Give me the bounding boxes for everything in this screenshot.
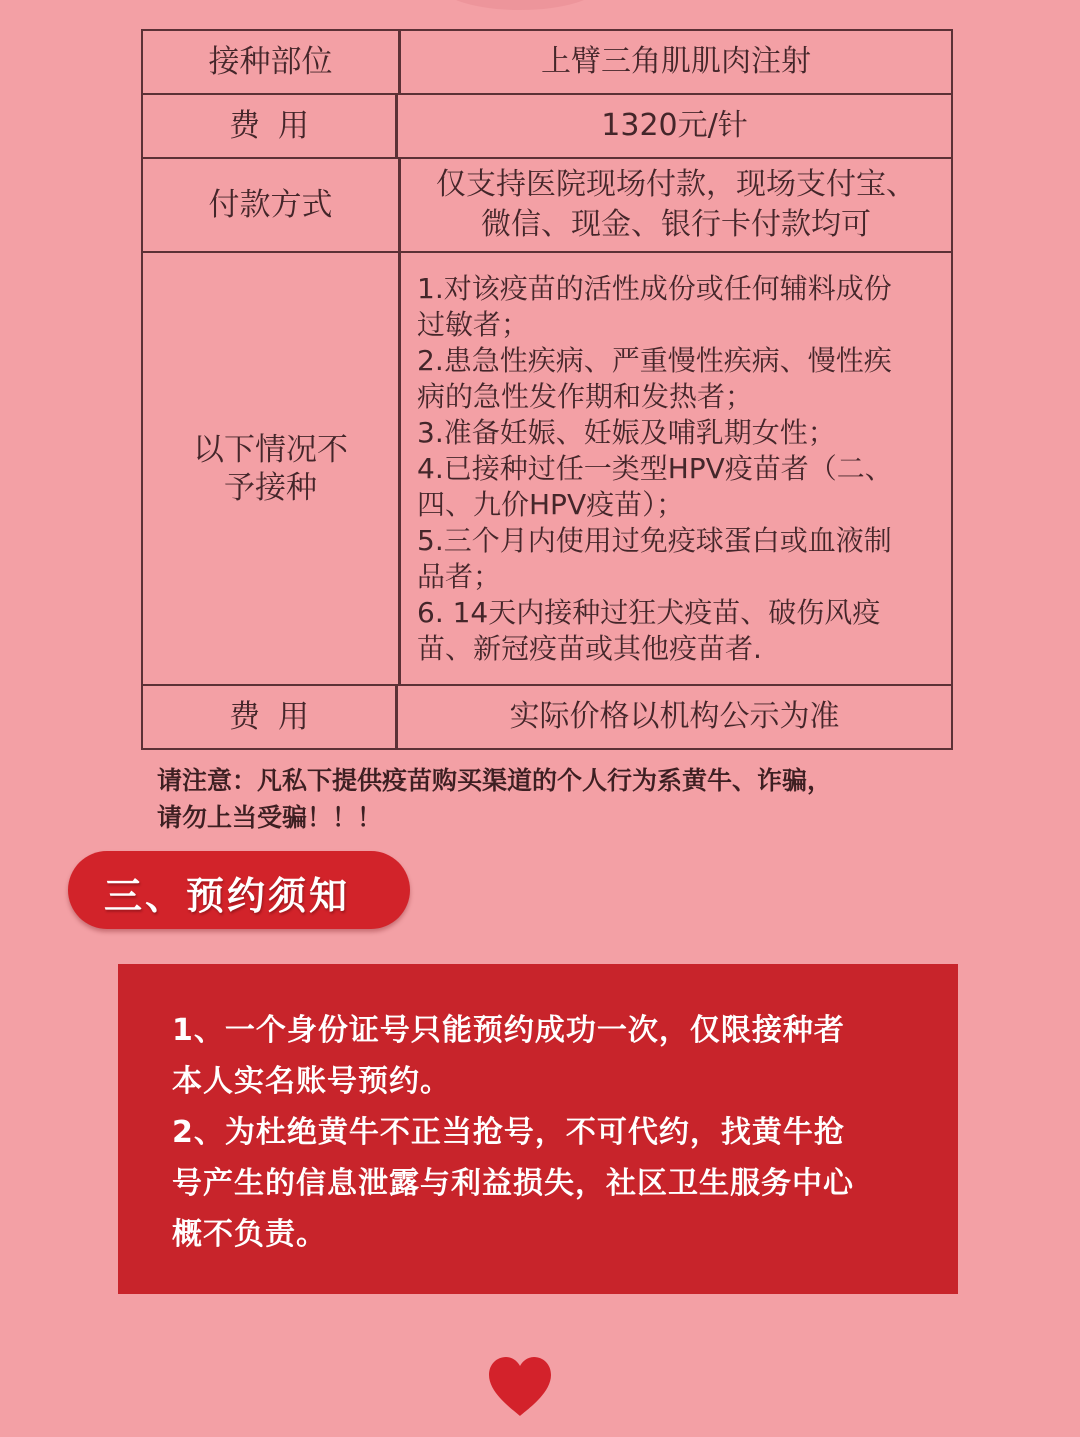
top-decoration [440, 0, 600, 10]
list-line: 四、九价HPV疫苗）； [417, 488, 685, 521]
list-line: 过敏者； [417, 308, 530, 341]
row-value: 1320元/针 [601, 108, 748, 143]
list-line: 3.准备妊娠、妊娠及哺乳期女性； [417, 416, 836, 449]
value-line: 仅支持医院现场付款，现场支付宝、 [436, 167, 916, 202]
row-label [143, 253, 401, 684]
rule-line: 1、一个身份证号只能预约成功一次，仅限接种者 [172, 1013, 845, 1048]
warning-line: 请注意：凡私下提供疫苗购买渠道的个人行为系黄牛、诈骗， [157, 766, 833, 795]
table-row-contraindications [143, 251, 951, 684]
list-line: 4.已接种过任一类型HPV疫苗者（二、 [417, 452, 893, 485]
list-line: 6. 14天内接种过狂犬疫苗、破伤风疫 [417, 596, 881, 629]
vaccine-info-table [141, 29, 953, 750]
value-line: 微信、现金、银行卡付款均可 [481, 207, 871, 242]
rule-line: 2、为杜绝黄牛不正当抢号，不可代约，找黄牛抢 [172, 1115, 845, 1150]
row-label: 费用 [143, 95, 398, 157]
table-row-fee [143, 93, 951, 157]
list-line: 2.患急性疾病、严重慢性疾病、慢性疾 [417, 344, 892, 377]
list-line: 苗、新冠疫苗或其他疫苗者. [417, 632, 762, 665]
rule-line: 概不负责。 [172, 1217, 327, 1252]
label-line: 以下情况不 [193, 431, 348, 468]
contraindication-list [401, 253, 951, 684]
table-row-fee-note [143, 684, 951, 748]
scam-warning [157, 762, 947, 836]
booking-rules-text [172, 1005, 922, 1260]
table-row-site [143, 31, 951, 93]
row-value [401, 159, 951, 251]
heart-icon [487, 1356, 553, 1418]
list-line: 1.对该疫苗的活性成份或任何辅料成份 [417, 272, 892, 305]
list-line: 5.三个月内使用过免疫球蛋白或血液制 [417, 524, 892, 557]
row-value: 实际价格以机构公示为准 [509, 699, 840, 734]
row-value: 上臂三角肌肌肉注射 [541, 44, 811, 79]
table-row-payment [143, 157, 951, 251]
list-line: 品者； [417, 560, 502, 593]
section-title: 三、预约须知 [104, 873, 351, 918]
label-line: 予接种 [224, 469, 317, 506]
list-line: 病的急性发作期和发热者； [417, 380, 754, 413]
row-label: 付款方式 [143, 159, 401, 251]
rule-line: 本人实名账号预约。 [172, 1064, 451, 1099]
warning-line: 请勿上当受骗！！！ [157, 803, 383, 832]
row-label: 费用 [143, 686, 398, 748]
row-label: 接种部位 [143, 31, 401, 93]
rule-line: 号产生的信息泄露与利益损失，社区卫生服务中心 [172, 1166, 854, 1201]
